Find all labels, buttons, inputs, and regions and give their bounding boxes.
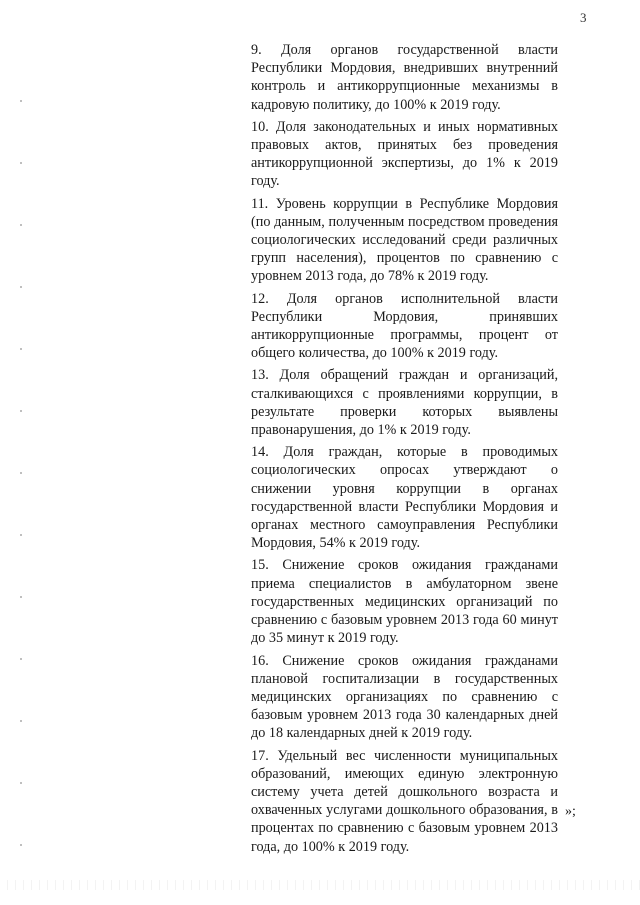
closing-quote-mark: »; bbox=[565, 804, 576, 819]
document-body bbox=[251, 41, 558, 860]
list-item: 10. Доля законодательных и иных нормативных правовых актов, принятых без проведения антикоррупционной экспертизы, до 1% к 2019 году. bbox=[251, 118, 558, 190]
list-item: 14. Доля граждан, которые в проводимых социологических опросах утверждают о снижении уровня коррупции в органах государственной власти Республики Мордовия и органах местного самоуправления Республики Мордовия, 54% к 2019 году. bbox=[251, 444, 558, 552]
scan-noise-artifact bbox=[0, 880, 640, 890]
list-item: 16. Снижение сроков ожидания гражданами плановой госпитализации в государственных медицинских организациях по сравнению с базовым уровнем 2013 года 30 календарных дней до 18 календарных дней к 2019 году. bbox=[251, 652, 558, 742]
scan-margin-artifact bbox=[20, 40, 22, 860]
list-item: 12. Доля органов исполнительной власти Республики Мордовия, принявших антикоррупционные программы, процент от общего количества, до 100% к 2019 году. bbox=[251, 290, 558, 362]
list-item: 9. Доля органов государственной власти Республики Мордовия, внедривших внутренний контроль и антикоррупционные механизмы в кадровую политику, до 100% к 2019 году. bbox=[251, 42, 558, 113]
page-number: 3 bbox=[580, 10, 587, 25]
list-item: 13. Доля обращений граждан и организаций, сталкивающихся с проявлениями коррупции, в результате проверки которых выявлены правонарушения, до 1% к 2019 году. bbox=[251, 367, 558, 439]
list-item: 17. Удельный вес численности муниципальных образований, имеющих единую электронную систему учета детей дошкольного возраста и охваченных услугами дошкольного образования, в процентах по сравнению с базовым уровнем 2013 года, до 100% к 2019 году. bbox=[251, 747, 558, 855]
list-item: 15. Снижение сроков ожидания гражданами приема специалистов в амбулаторном звене государственных медицинских организаций по сравнению с базовым уровнем 2013 года 60 минут до 35 минут к 2019 году. bbox=[251, 557, 558, 647]
list-item: 11. Уровень коррупции в Республике Мордовия (по данным, полученным посредством проведения социологических исследований среди различных групп населения), процентов по сравнению с уровнем 2013 года, до 78% к 2019 году. bbox=[251, 195, 558, 285]
